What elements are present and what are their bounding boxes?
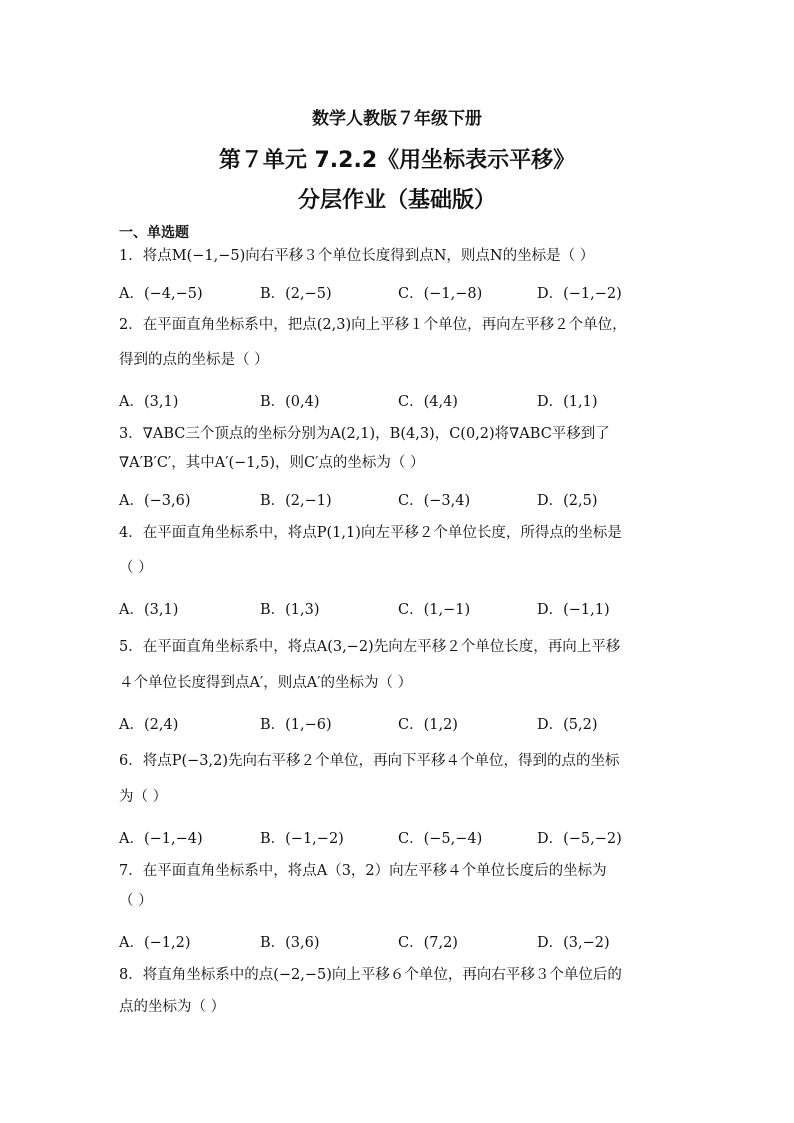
question-5-options: [119, 713, 679, 733]
option-d: D．(−1,−2): [537, 286, 622, 302]
option-d: D．(2,5): [537, 493, 598, 509]
option-d: D．(−5,−2): [537, 831, 622, 847]
question-6-line-1: 6．将点P(−3,2)先向右平移２个单位，再向下平移４个单位，得到的点的坐标: [119, 753, 620, 769]
option-a: A．(−4,−5): [119, 286, 203, 302]
question-3-options: [119, 489, 679, 509]
option-d: D．(1,1): [537, 394, 598, 410]
question-2-options: [119, 390, 679, 410]
option-b: B．(0,4): [260, 394, 320, 410]
option-d: D．(5,2): [537, 717, 598, 733]
question-8-line-1: 8．将直角坐标系中的点(−2,−5)向上平移６个单位，再向右平移３个单位后的: [119, 967, 622, 983]
option-c: C．(1,2): [398, 717, 458, 733]
question-4-line-1: 4．在平面直角坐标系中，将点P(1,1)向左平移２个单位长度，所得点的坐标是: [119, 525, 622, 541]
question-1-options: [119, 282, 679, 302]
question-7-options: [119, 931, 679, 951]
option-c: C．(7,2): [398, 935, 458, 951]
doc-subtitle2: 分层作业（基础版）: [297, 188, 496, 213]
option-b: B．(1,3): [260, 602, 320, 618]
question-5-line-2: ４个单位长度得到点A′，则点A′的坐标为（ ）: [119, 675, 413, 691]
doc-subtitle: 数学人教版７年级下册: [312, 109, 482, 129]
question-4-line-2: （ ）: [119, 560, 153, 576]
option-d: D．(−1,1): [537, 602, 610, 618]
doc-title: 第７单元 7.2.2《用坐标表示平移》: [218, 148, 576, 173]
question-6-line-2: 为（ ）: [119, 789, 168, 805]
question-3-line-1: 3．∇ABC三个顶点的坐标分别为A(2,1)，B(4,3)，C(0,2)将∇ABC平移到了: [119, 426, 610, 442]
section-heading: 一、单选题: [119, 225, 189, 241]
option-c: C．(−3,4): [398, 493, 471, 509]
option-a: A．(2,4): [119, 717, 179, 733]
option-a: A．(3,1): [119, 602, 179, 618]
question-4-options: [119, 598, 679, 618]
question-2-line-1: 2．在平面直角坐标系中，把点(2,3)向上平移１个单位，再向左平移２个单位，: [119, 317, 627, 333]
question-8-line-2: 点的坐标为（ ）: [119, 999, 226, 1015]
question-6-options: [119, 827, 679, 847]
option-d: D．(3,−2): [537, 935, 610, 951]
question-5-line-1: 5．在平面直角坐标系中，将点A(3,−2)先向左平移２个单位长度，再向上平移: [119, 639, 621, 655]
option-b: B．(1,−6): [260, 717, 332, 733]
option-c: C．(−5,−4): [398, 831, 483, 847]
option-a: A．(−1,−4): [119, 831, 203, 847]
question-1-line-1: 1．将点M(−1,−5)向右平移３个单位长度得到点N，则点N的坐标是（ ）: [119, 248, 595, 264]
option-c: C．(−1,−8): [398, 286, 483, 302]
question-7-line-2: （ ）: [119, 893, 153, 909]
option-c: C．(4,4): [398, 394, 458, 410]
question-3-line-2: ∇A′B′C′，其中A′(−1,5)，则C′点的坐标为（ ）: [119, 455, 425, 471]
option-b: B．(2,−5): [260, 286, 332, 302]
option-a: A．(3,1): [119, 394, 179, 410]
question-2-line-2: 得到的点的坐标是（ ）: [119, 352, 269, 368]
option-b: B．(2,−1): [260, 493, 332, 509]
option-b: B．(−1,−2): [260, 831, 344, 847]
option-a: A．(−1,2): [119, 935, 191, 951]
option-a: A．(−3,6): [119, 493, 191, 509]
option-c: C．(1,−1): [398, 602, 471, 618]
question-7-line-1: 7．在平面直角坐标系中，将点A（3，2）向左平移４个单位长度后的坐标为: [119, 863, 607, 879]
option-b: B．(3,6): [260, 935, 320, 951]
